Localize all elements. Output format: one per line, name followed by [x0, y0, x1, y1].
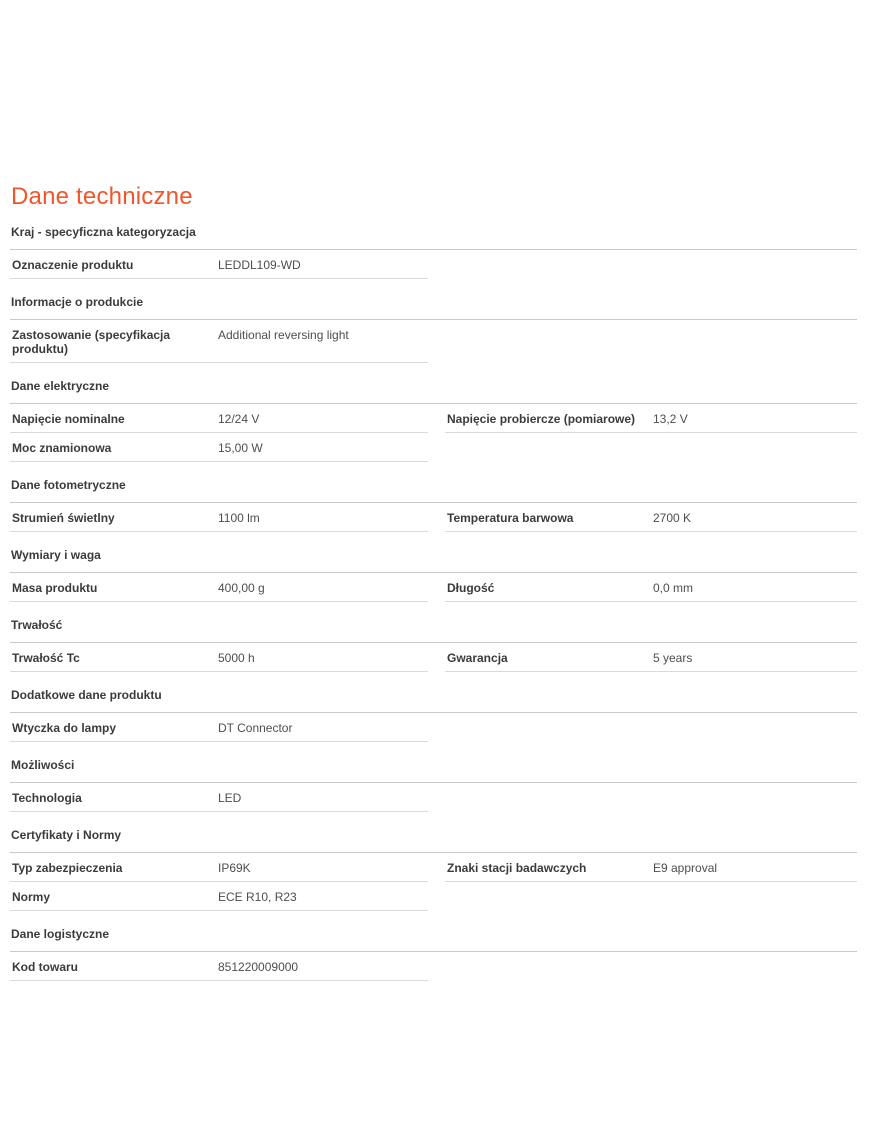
section-title: Dodatkowe dane produktu: [11, 688, 162, 702]
spec-section: [10, 478, 857, 532]
spec-value: 5000 h: [218, 651, 255, 665]
spec-row-cell: [10, 952, 428, 981]
spec-rows: [10, 713, 857, 742]
spec-row-cell: [10, 713, 428, 742]
page-title: Dane techniczne: [11, 183, 193, 210]
spec-value: ECE R10, R23: [218, 890, 297, 904]
section-title: Dane fotometryczne: [11, 478, 126, 492]
spec-row-cell: [10, 882, 428, 911]
spec-label: Technologia: [12, 791, 82, 805]
spec-row-cell: [445, 783, 857, 812]
spec-value: 400,00 g: [218, 581, 265, 595]
spec-section: [10, 828, 857, 911]
spec-section: [10, 379, 857, 462]
spec-label: Moc znamionowa: [12, 441, 112, 455]
spec-rows: [10, 783, 857, 812]
spec-row-cell: [445, 573, 857, 602]
spec-section: [10, 548, 857, 602]
spec-row-cell: [445, 433, 857, 462]
spec-label: Napięcie probiercze (pomiarowe): [447, 412, 636, 426]
section-title: Informacje o produkcie: [11, 295, 144, 309]
spec-row-cell: [445, 882, 857, 911]
spec-row-cell: [445, 404, 857, 433]
spec-rows: [10, 573, 857, 602]
section-title: Możliwości: [11, 758, 75, 772]
spec-value: 15,00 W: [218, 441, 263, 455]
spec-rows: [10, 250, 857, 279]
spec-value: 2700 K: [653, 511, 692, 525]
spec-section: [10, 618, 857, 672]
spec-section: [10, 927, 857, 981]
spec-label: Zastosowanie (specyfikacja produktu): [12, 328, 171, 356]
spec-label: Temperatura barwowa: [447, 511, 574, 525]
section-title: Dane elektryczne: [11, 379, 110, 393]
spec-section: [10, 758, 857, 812]
spec-row-cell: [10, 643, 428, 672]
spec-row-cell: [10, 250, 428, 279]
spec-value: E9 approval: [653, 861, 718, 875]
spec-label: Wtyczka do lampy: [12, 721, 117, 735]
spec-label: Masa produktu: [12, 581, 98, 595]
spec-label: Gwarancja: [447, 651, 508, 665]
spec-label: Strumień świetlny: [12, 511, 115, 525]
spec-rows: [10, 503, 857, 532]
spec-row-cell: [445, 952, 857, 981]
spec-value: LED: [218, 791, 242, 805]
section-title: Certyfikaty i Normy: [11, 828, 122, 842]
spec-row-cell: [10, 433, 428, 462]
spec-rows: [10, 952, 857, 981]
spec-section: [10, 688, 857, 742]
spec-rows: [10, 404, 857, 462]
spec-value: LEDDL109-WD: [218, 258, 301, 272]
spec-value: DT Connector: [218, 721, 293, 735]
spec-label: Napięcie nominalne: [12, 412, 125, 426]
spec-row-cell: [10, 573, 428, 602]
spec-row-cell: [445, 643, 857, 672]
spec-section: [10, 225, 857, 279]
spec-value: IP69K: [218, 861, 251, 875]
spec-row-cell: [10, 783, 428, 812]
sections: [10, 225, 857, 981]
spec-section: [10, 295, 857, 363]
spec-value: 1100 lm: [218, 511, 260, 525]
spec-row-cell: [10, 320, 428, 363]
spec-value: 12/24 V: [218, 412, 260, 426]
spec-rows: [10, 643, 857, 672]
section-title: Dane logistyczne: [11, 927, 110, 941]
spec-row-cell: [10, 853, 428, 882]
spec-value: 13,2 V: [653, 412, 688, 426]
spec-value: Additional reversing light: [218, 328, 349, 342]
spec-row-cell: [10, 404, 428, 433]
spec-value: 0,0 mm: [653, 581, 694, 595]
spec-row-cell: [445, 853, 857, 882]
spec-row-cell: [445, 250, 857, 279]
spec-row-cell: [10, 503, 428, 532]
spec-label: Oznaczenie produktu: [12, 258, 134, 272]
spec-label: Długość: [447, 581, 495, 595]
spec-label: Znaki stacji badawczych: [447, 861, 587, 875]
spec-row-cell: [445, 320, 857, 363]
spec-label: Typ zabezpieczenia: [12, 861, 123, 875]
section-title: Trwałość: [11, 618, 63, 632]
section-title: Kraj - specyficzna kategoryzacja: [11, 225, 196, 239]
spec-label: Kod towaru: [12, 960, 78, 974]
spec-label: Trwałość Tc: [12, 651, 80, 665]
spec-value: 851220009000: [218, 960, 299, 974]
spec-row-cell: [445, 503, 857, 532]
spec-rows: [10, 320, 857, 363]
spec-rows: [10, 853, 857, 911]
section-title: Wymiary i waga: [11, 548, 101, 562]
spec-value: 5 years: [653, 651, 693, 665]
spec-label: Normy: [12, 890, 51, 904]
spec-row-cell: [445, 713, 857, 742]
